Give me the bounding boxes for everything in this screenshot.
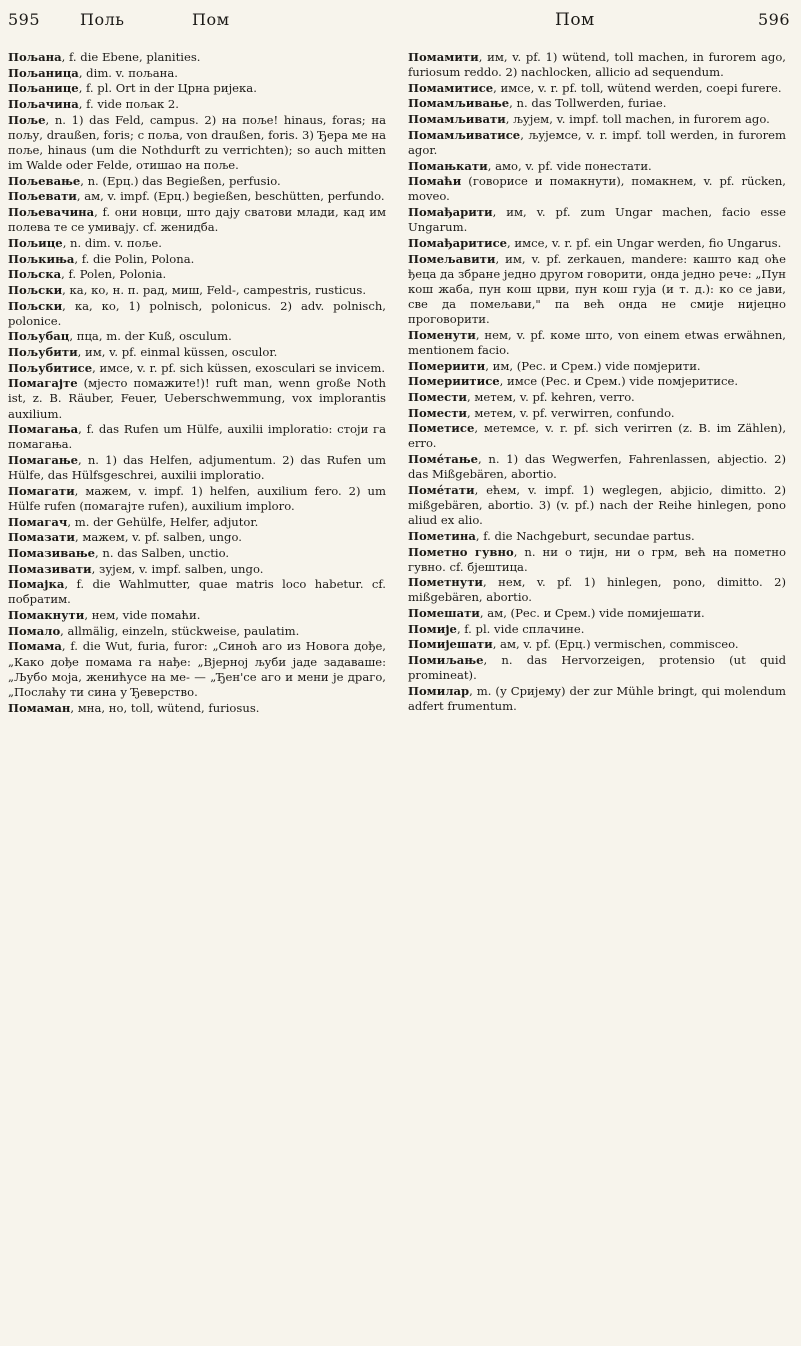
entry-definition: , зујем, v. impf. salben, ungo. [91, 561, 264, 576]
entry-definition: , f. они новци, што дају сватови млади, кад им полева те се умивају. cf. женидба. [8, 205, 386, 235]
entry-headword: Пољице [8, 235, 63, 250]
entry-headword: Помилар [408, 683, 470, 698]
dictionary-entry [8, 546, 386, 561]
page-header [0, 0, 801, 44]
entry-definition: , n. ни о тијн, ни о грм, већ на пометно гувно. cf. бјештица. [408, 544, 786, 574]
entry-definition: , ка, ко, н. п. рад, миш, Feld-, campestris, rusticus. [62, 282, 367, 297]
entry-definition: , f. vide пољак 2. [78, 96, 179, 111]
entry-definition: (мјесто помажите!)! ruft man, wenn große Noth ist, z. B. Räuber, Feuer, Ueberschwemmung, vox implorantis auxilium. [8, 376, 386, 421]
entry-headword: Помало [8, 623, 61, 638]
entry-definition: , ам, v. pf. (Ерц.) vermischen, commisceo. [492, 637, 739, 652]
right-column [408, 50, 786, 715]
entry-headword: Пољубац [8, 329, 70, 344]
entry-headword: Помађарити [408, 205, 493, 220]
entry-definition: , им, v. pf. einmal küssen, osculor. [77, 344, 278, 359]
entry-headword: Помести [408, 405, 467, 420]
dictionary-entry [408, 128, 786, 158]
page-number-right: 596 [758, 10, 791, 29]
entry-headword: Пометисе [408, 421, 475, 436]
entry-definition: , n. das Hervorzeigen, protensio (ut quid promineat). [408, 653, 786, 683]
entry-headword: Помéтати [408, 482, 475, 497]
entry-headword: Помајка [8, 577, 65, 592]
entry-headword: Помагати [8, 483, 75, 498]
entry-headword: Помести [408, 389, 467, 404]
entry-headword: Помамитисе [408, 80, 494, 95]
entry-definition: , n. 1) das Helfen, adjumentum. 2) das Rufen um Hülfe, das Hülfsgeschrei, auxilii imploratio. [8, 453, 386, 483]
dictionary-entry [408, 406, 786, 421]
entry-headword: Пољевачина [8, 205, 95, 220]
dictionary-entry [408, 252, 786, 328]
dictionary-entry [8, 345, 386, 360]
dictionary-entry [408, 174, 786, 204]
dictionary-entry [408, 159, 786, 174]
entry-definition: , амо, v. pf. vide понестати. [487, 158, 652, 173]
dictionary-entry [408, 81, 786, 96]
dictionary-entry [8, 236, 386, 251]
dictionary-entry [8, 562, 386, 577]
entry-headword: Помамити [408, 50, 479, 64]
entry-definition: , m. (у Сријему) der zur Mühle bringt, qui molendum adfert frumentum. [408, 683, 786, 714]
dictionary-entry [8, 97, 386, 112]
entry-definition: , мна, но, toll, wütend, furiosus. [70, 700, 260, 715]
entry-headword: Пометина [408, 528, 476, 543]
entry-headword: Пољанице [8, 81, 79, 96]
dictionary-entry [408, 50, 786, 80]
dictionary-entry [8, 66, 386, 81]
entry-definition: , метем, v. pf. verwirren, confundo. [466, 405, 675, 420]
entry-headword: Помагајте [8, 376, 78, 391]
dictionary-entry [408, 205, 786, 235]
entry-definition: , n. (Ерц.) das Begießen, perfusio. [80, 173, 281, 188]
entry-headword: Поље [8, 112, 46, 127]
left-column [8, 50, 386, 716]
entry-definition: (говорисе и помакнути), помакнем, v. pf. rücken, moveo. [408, 174, 786, 204]
entry-definition: , љујемсе, v. r. impf. toll werden, in furorem agor. [408, 127, 786, 157]
entry-headword: Пометнути [408, 575, 484, 590]
entry-headword: Поменути [408, 327, 476, 342]
entry-headword: Помељавити [408, 251, 496, 266]
entry-headword: Помазати [8, 530, 75, 545]
entry-definition: , ка, ко, 1) polnisch, polonicus. 2) adv. polnisch, polonice. [8, 298, 386, 328]
entry-definition: , нем, vide помаћи. [84, 608, 201, 623]
entry-headword: Помије [408, 621, 457, 636]
entry-definition: , n. das Salben, unctio. [94, 546, 230, 560]
guide-word-right: Пом [192, 10, 230, 29]
entry-headword: Помéтање [408, 452, 478, 467]
dictionary-entry [408, 637, 786, 652]
entry-headword: Помађаритисе [408, 235, 508, 250]
entry-definition: , мажем, v. impf. 1) helfen, auxilium fero. 2) um Hülfe rufen (помагајте rufen), auxilium imploro. [8, 483, 386, 514]
dictionary-entry [408, 575, 786, 605]
entry-headword: Помакнути [8, 608, 85, 623]
entry-definition: , f. das Rufen um Hülfe, auxilii imploratio: стоји га помагања. [8, 422, 386, 452]
entry-headword: Помериити [408, 358, 486, 373]
dictionary-entry [8, 205, 386, 235]
dictionary-entry [408, 112, 786, 127]
entry-definition: , n. 1) das Feld, campus. 2) на поље! hinaus, foras; на пољу, draußen, foris; с поља, von draußen, foris. 3) Ђера ме на поље, hinaus (um die Nothdurft zu verrichten); so auch mitten im Walde oder Felde, отишао на поље. [8, 112, 386, 173]
entry-headword: Помагања [8, 422, 79, 437]
entry-headword: Помагач [8, 514, 68, 529]
dictionary-entry [8, 299, 386, 329]
dictionary-entry [408, 359, 786, 374]
dictionary-entry [8, 624, 386, 639]
entry-headword: Помазивање [8, 546, 95, 560]
entry-headword: Помамљивати [408, 112, 506, 127]
entry-definition: , имсе (Рес. и Срем.) vide помјеритисе. [499, 374, 739, 389]
entry-headword: Помаћи [408, 174, 462, 189]
dictionary-entry [408, 390, 786, 405]
entry-headword: Помаман [8, 700, 71, 715]
entry-headword: Пољубити [8, 344, 78, 359]
dictionary-entry [408, 96, 786, 111]
dictionary-entry [8, 283, 386, 298]
entry-definition: , f. Polen, Polonia. [61, 267, 167, 282]
entry-definition: , нем, v. pf. 1) hinlegen, pono, dimitto. 2) mißgebären, abortio. [408, 575, 786, 605]
dictionary-entry [408, 684, 786, 714]
entry-headword: Помијешати [408, 637, 493, 652]
entry-definition: , пца, m. der Kuß, osculum. [69, 329, 232, 344]
dictionary-entry [8, 252, 386, 267]
entry-definition: , имсе, v. r. pf. sich küssen, exosculari se invicem. [92, 360, 386, 375]
entry-definition: , им, (Рес. и Срем.) vide помјерити. [485, 358, 701, 373]
guide-word-left: Поль [80, 10, 125, 29]
page-number-left: 595 [8, 10, 41, 29]
entry-headword: Пољевати [8, 189, 77, 204]
dictionary-entry [8, 329, 386, 344]
entry-definition: , имсе, v. r. pf. toll, wütend werden, coepi furere. [493, 80, 782, 95]
guide-word-center: Пом [555, 10, 595, 30]
entry-definition: , метем, v. pf. kehren, verro. [466, 389, 635, 404]
dictionary-entry [8, 453, 386, 483]
entry-definition: , m. der Gehülfe, Helfer, adjutor. [67, 514, 259, 529]
entry-definition: , f. die Ebene, planities. [61, 50, 201, 64]
dictionary-entry [408, 236, 786, 251]
dictionary-entry [408, 529, 786, 544]
entry-headword: Пољска [8, 267, 62, 282]
entry-definition: , им, v. pf. 1) wütend, toll machen, in furorem ago, furiosum reddo. 2) nachlocken, allicio ad sequendum. [408, 50, 786, 80]
entry-definition: , мажем, v. pf. salben, ungo. [74, 530, 242, 545]
entry-definition: , n. 1) das Wegwerfen, Fahrenlassen, abjectio. 2) das Mißgebären, abortio. [408, 452, 786, 482]
entry-headword: Помама [8, 639, 62, 654]
entry-headword: Помиљање [408, 653, 484, 668]
dictionary-entry [8, 81, 386, 96]
entry-headword: Помамљиватисе [408, 127, 521, 142]
dictionary-entry [8, 267, 386, 282]
entry-definition: , f. die Wut, furia, furor: „Синоћ аго из Новога дође, „Како дође помама га нађе: „Вјерној љуби јаде задаваше: „Љубо моја, женићусе на ме- — „Ђен'се аго и мени је драго, „Послаћу ти сина у Ђеверство. [8, 639, 386, 699]
entry-definition: , им, v. pf. zum Ungar machen, facio esse Ungarum. [408, 205, 786, 235]
dictionary-entry [8, 639, 386, 700]
dictionary-entry [408, 653, 786, 683]
entry-definition: , dim. v. пољана. [78, 65, 178, 80]
dictionary-entry [408, 622, 786, 637]
dictionary-entry [8, 422, 386, 452]
dictionary-entry [8, 530, 386, 545]
dictionary-entry [408, 328, 786, 358]
entry-headword: Пољаница [8, 65, 79, 80]
dictionary-entry [8, 484, 386, 514]
dictionary-entry [8, 50, 386, 65]
entry-headword: Пољана [8, 50, 62, 64]
entry-headword: Пољевање [8, 173, 81, 188]
dictionary-entry [8, 577, 386, 607]
dictionary-entry [408, 606, 786, 621]
entry-definition: , имсе, v. r. pf. ein Ungar werden, fio Ungarus. [507, 235, 782, 250]
dictionary-entry [8, 515, 386, 530]
dictionary-entry [8, 113, 386, 174]
entry-definition: , f. die Nachgeburt, secundae partus. [475, 528, 695, 543]
entry-definition: , f. pl. vide сплачине. [456, 621, 585, 636]
entry-definition: , allmälig, einzeln, stückweise, paulatim. [60, 623, 300, 638]
entry-definition: , f. pl. Ort in der Црна ријека. [78, 81, 257, 96]
entry-headword: Пољачина [8, 96, 79, 111]
entry-headword: Помагање [8, 453, 79, 468]
entry-definition: , f. die Polin, Polona. [74, 251, 195, 266]
entry-headword: Помешати [408, 606, 480, 621]
entry-definition: , f. die Wahlmutter, quae matris loco habetur. cf. побратим. [8, 577, 386, 607]
entry-definition: , n. das Tollwerden, furiae. [509, 96, 667, 111]
dictionary-entry [8, 189, 386, 204]
entry-definition: , ам, (Рес. и Срем.) vide помијешати. [479, 606, 705, 621]
entry-definition: , им, v. pf. zerkauen, mandere: кашто кад оће ђеца да збране једно другом говорити, онда једно рече: „Пун кош жаба, пун кош црви, пун кош гуја (и т. д.): ко се јави, све да помељави," па већ онда не смије нијецно проговорити. [408, 251, 786, 327]
entry-headword: Пољкиња [8, 251, 75, 266]
dictionary-entry [408, 421, 786, 451]
entry-headword: Помазивати [8, 561, 92, 576]
entry-headword: Помериитисе [408, 374, 500, 389]
entry-definition: , n. dim. v. поље. [62, 235, 162, 250]
entry-headword: Пољски [8, 298, 63, 313]
entry-definition: , љујем, v. impf. toll machen, in furorem ago. [505, 112, 770, 127]
entry-headword: Пољски [8, 282, 63, 297]
dictionary-entry [8, 361, 386, 376]
entry-headword: Помамљивање [408, 96, 510, 111]
entry-headword: Пометно гувно [408, 544, 514, 559]
entry-definition: , ећем, v. impf. 1) weglegen, abjicio, dimitto. 2) mißgebären, abortio. 3) (v. pf.) nach der Reihe hinlegen, pono aliud ex alio. [408, 482, 786, 528]
dictionary-entry [408, 483, 786, 528]
dictionary-entry [408, 452, 786, 482]
dictionary-entry [8, 376, 386, 421]
entry-definition: , метемсе, v. r. pf. sich verirren (z. B. im Zählen), erro. [408, 421, 786, 451]
entry-definition: , ам, v. impf. (Ерц.) begießen, beschütten, perfundo. [76, 189, 385, 204]
dictionary-entry [8, 174, 386, 189]
dictionary-entry [8, 701, 386, 716]
dictionary-entry [408, 545, 786, 575]
entry-definition: , нем, v. pf. коме што, von einem etwas erwähnen, mentionem facio. [408, 327, 786, 357]
entry-headword: Пољубитисе [8, 360, 93, 375]
entry-headword: Помањкати [408, 158, 488, 173]
dictionary-entry [8, 608, 386, 623]
dictionary-entry [408, 374, 786, 389]
